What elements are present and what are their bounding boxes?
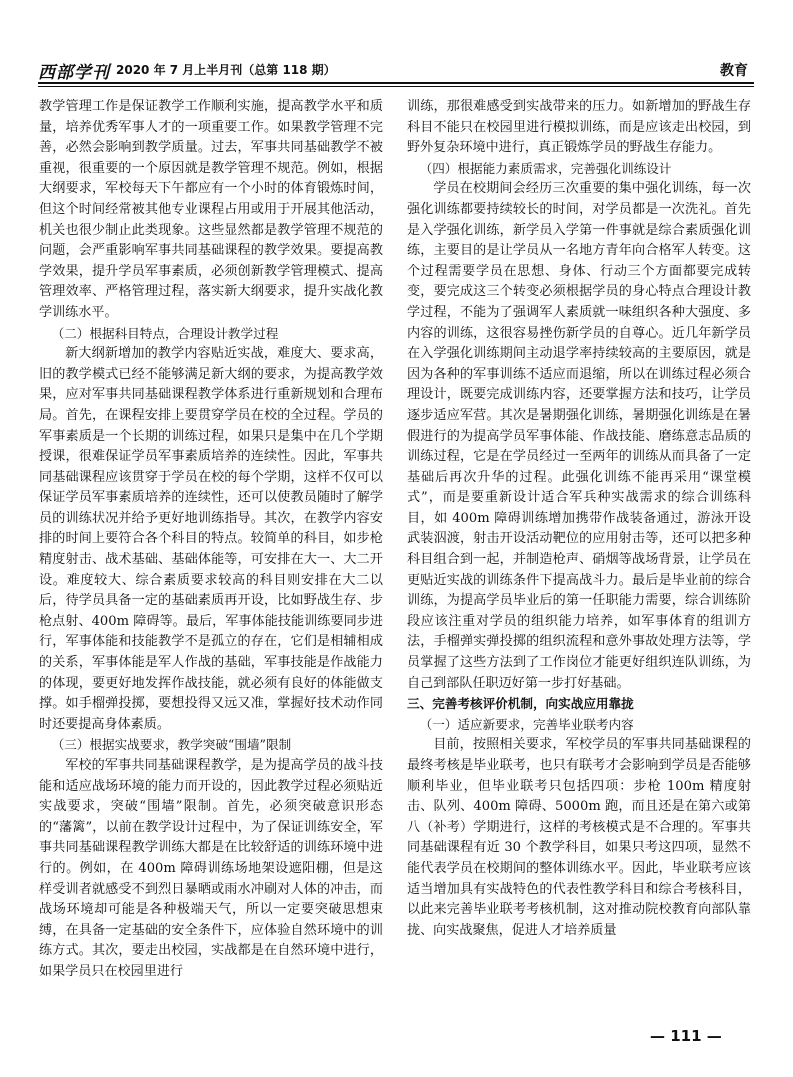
- subsection-heading: （一）适应新要求，完善毕业联考内容: [419, 716, 634, 732]
- issue-info: 2020 年 7 月上半月刊（总第 118 期）: [116, 63, 336, 77]
- paragraph: 训练，那很难感受到实战带来的压力。如新增加的野战生存科目不能只在校园里进行模拟训练，而是应该走出校园，到野外复杂环境中进行，真正锻炼学员的野战生存能力。: [407, 99, 751, 156]
- paragraph: 新大纲新增加的教学内容贴近实战，难度大、要求高，旧的教学模式已经不能够满足新大纲的要求，为提高教学效果，应对军事共同基础课程教学体系进行重新规划和合理布局。首先，在课程安排上要贯穿学员在校的全过程。学员的军事素质是一个长期的训练过程，如果只是集中在几个学期授课，很难保证学员军事素质培养的连续性。因此，军事共同基础课程应该贯穿于学员在校的每个学期，这样不仅可以保证学员军事素质培养的连续性，还可以使教员随时了解学员的训练状况并给予更好地训练指导。其次，在教学内容安排的时间上要符合各个科目的特点。较简单的科目，如步枪精度射击、战术基础、基础体能等，可安排在大一、大二开设。难度较大、综合素质要求较高的科目则安排在大二以后，待学员具备一定的基础素质再开设，比如野战生存、步枪点射、400m 障碍等。最后，军事体能技能训练要同步进行，军事体能和技能教学不是孤立的存在，它们是相辅相成的关系，军事体能是军人作战的基础，军事技能是作战能力的体现，要更好地发挥作战技能，就必须有良好的体能做支撑。如手榴弹投掷，要想投得又远又准，掌握好技术动作同时还要提高身体素质。: [39, 346, 383, 732]
- subsection-heading: （三）根据实战要求，教学突破“围墙”限制: [51, 737, 292, 753]
- header-rule-thick: [38, 82, 754, 84]
- left-column: [39, 97, 383, 983]
- header-rule-thin: [38, 86, 754, 87]
- page-number: — 111 —: [650, 1027, 722, 1045]
- journal-logo: 西部学刊: [38, 63, 110, 83]
- paragraph: 目前，按照相关要求，军校学员的军事共同基础课程的最终考核是毕业联考，也只有联考才会影响到学员是否能够顺利毕业，但毕业联考只包括四项：步枪 100m 精度射击、队列、400m 障碍、5000m 跑，而且还是在第六或第八（补考）学期进行，这样的考核模式是不合理的。军事共同基础课程有近 30 个教学科目，如果只考这四项，显然不能代表学员在校期间的整体训练水平。因此，毕业联考应该适当增加具有实战特色的代表性教学科目和综合考核科目，以此来完善毕业联考考核机制，这对推动院校教育向部队靠拢、向实战聚焦，促进人才培养质量: [407, 737, 751, 938]
- paragraph: 军校的军事共同基础课程教学，是为提高学员的战斗技能和适应战场环境的能力而开设的，因此教学过程必须贴近实战要求，突破“围墙”限制。首先，必须突破意识形态的“藩篱”，以前在教学设计过程中，为了保证训练安全，军事共同基础课程教学训练大都是在比较舒适的训练环境中进行的。例如，在 400m 障碍训练场地架设遮阳棚，但是这样受训者就感受不到烈日暴晒或雨水冲刷对人体的冲击，而战场环境却可能是各种极端天气，所以一定要突破思想束缚，在具备一定基础的安全条件下，应体验自然环境中的训练方式。其次，要走出校园，实战都是在自然环境中进行，如果学员只在校园里进行: [39, 758, 383, 979]
- subsection-heading: （二）根据科目特点，合理设计教学过程: [51, 325, 279, 341]
- paragraph: 学员在校期间会经历三次重要的集中强化训练，每一次强化训练都要持续较长的时间，对学员都是一次洗礼。首先是入学强化训练，新学员入学第一件事就是综合素质强化训练，主要目的是让学员从一名地方青年向合格军人转变。这个过程需要学员在思想、身体、行动三个方面都要完成转变，要完成这三个转变必须根据学员的身心特点合理设计教学过程，不能为了强调军人素质就一味组织各种大强度、多内容的训练，这很容易挫伤新学员的自尊心。近几年新学员在入学强化训练期间主动退学率持续较高的主要原因，就是因为各种的军事训练不适应而退缩，所以在训练过程必须合理设计，既要完成训练内容，还要掌握方法和技巧，让学员逐步适应军营。其次是暑期强化训练，暑期强化训练是在暑假进行的为提高学员军事体能、作战技能、磨练意志品质的训练过程，它是在学员经过一至两年的训练从而具备了一定基础后再次升华的过程。此强化训练不能再采用“课堂模式”，而是要重新设计适合军兵种实战需求的综合训练科目，如 400m 障碍训练增加携带作战装备通过，游泳开设武装泅渡，射击开设活动靶位的应用射击等，还可以把多种科目组合到一起，并制造枪声、硝烟等战场背景，让学员在更贴近实战的训练条件下提高战斗力。最后是毕业前的综合训练，为提高学员毕业后的第一任职能力需要，综合训练阶段应该注重对学员的组织能力培养，如军事体育的组训方法，手榴弹实弹投掷的组织流程和意外事故处理方法等，学员掌握了这些方法到了工作岗位才能更好组织连队训练，为自己到部队任职迈好第一步打好基础。: [407, 181, 751, 691]
- page-header: [38, 56, 754, 82]
- right-column: [407, 97, 751, 941]
- section-title: 教育: [720, 63, 748, 79]
- paragraph: 教学管理工作是保证教学工作顺利实施，提高教学水平和质量，培养优秀军事人才的一项重要工作。如果教学管理不完善，必然会影响到教学质量。过去，军事共同基础教学不被重视，很重要的一个原因就是教学管理不规范。例如，根据大纲要求，军校每天下午都应有一个小时的体育锻炼时间，但这个时间经常被其他专业课程占用或用于开展其他活动，机关也很少制止此类现象。这些显然都是教学管理不规范的问题，会严重影响军事共同基础课程的教学效果。要提高教学效果，提升学员军事素质，必须创新教学管理模式、提高管理效率、严格管理过程，落实新大纲要求，提升实战化教学训练水平。: [39, 99, 383, 320]
- subsection-heading: （四）根据能力素质需求，完善强化训练设计: [419, 160, 672, 176]
- section-heading: 三、完善考核评价机制，向实战应用靠拢: [407, 696, 634, 712]
